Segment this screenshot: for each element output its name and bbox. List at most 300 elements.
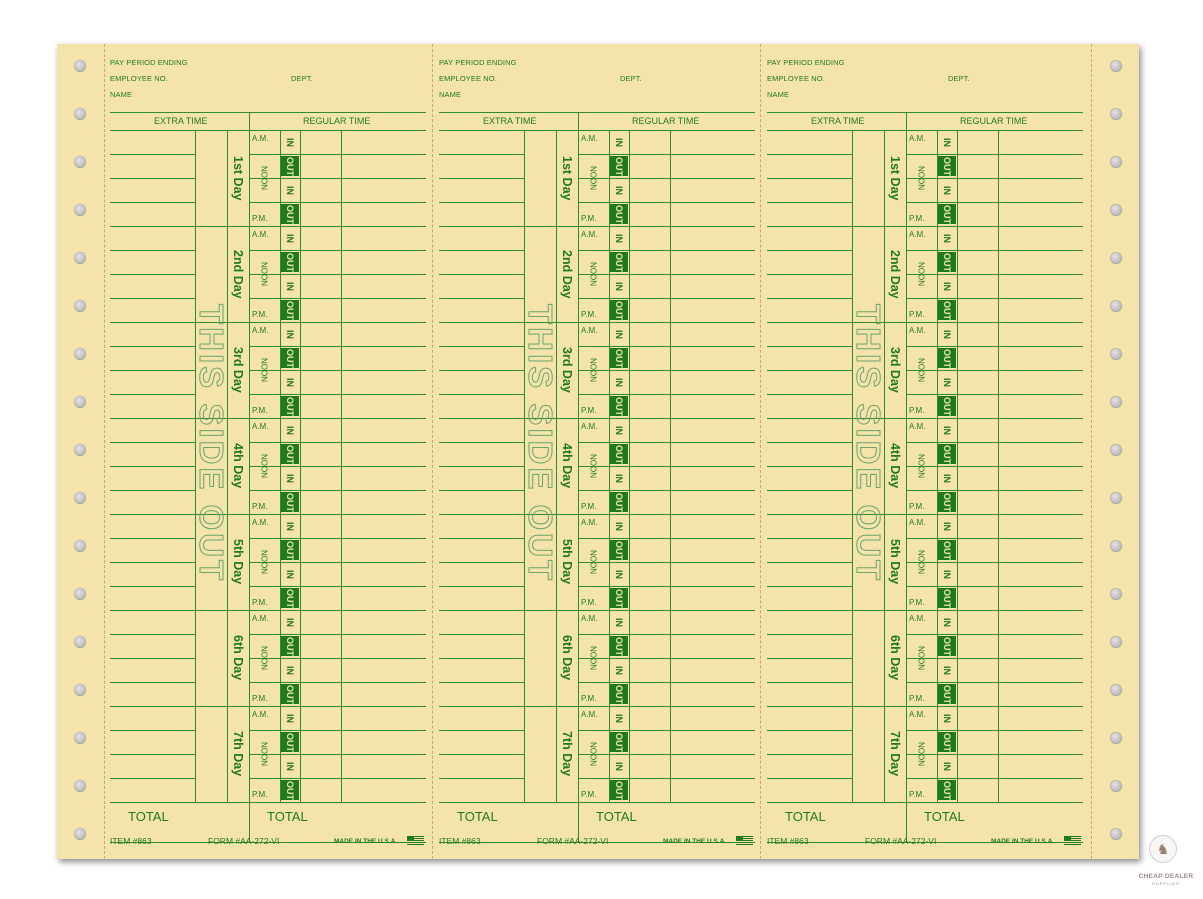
- brand-tagline: SUPPLIES: [1152, 881, 1180, 886]
- day-label-text: 2nd Day: [888, 249, 902, 299]
- out-marker: [938, 396, 956, 416]
- out-marker: [610, 204, 628, 224]
- row-line: [578, 298, 755, 299]
- out-marker: [281, 252, 299, 272]
- row-line: [906, 490, 1083, 491]
- in-marker-text: IN: [614, 617, 624, 627]
- row-line: [110, 154, 195, 155]
- in-marker: [281, 468, 299, 488]
- in-marker-text: IN: [942, 185, 952, 195]
- tractor-hole-icon: [74, 396, 86, 408]
- pm-label: P.M.: [909, 790, 925, 799]
- noon-label: [581, 250, 605, 298]
- out-marker: [610, 732, 628, 752]
- row-line: [110, 778, 195, 779]
- row-line: [578, 490, 755, 491]
- am-label: A.M.: [252, 422, 269, 431]
- total-regular-label: TOTAL: [924, 809, 965, 824]
- total-regular-label: TOTAL: [596, 809, 637, 824]
- in-marker: [938, 228, 956, 248]
- out-marker: [281, 684, 299, 704]
- extra-time-heading: EXTRA TIME: [483, 116, 537, 126]
- tractor-hole-icon: [1110, 156, 1122, 168]
- am-label: A.M.: [252, 230, 269, 239]
- pm-label: P.M.: [909, 406, 925, 415]
- this-side-out-watermark: [193, 274, 229, 614]
- out-marker-text: OUT: [614, 492, 624, 512]
- item-number: ITEM #863: [110, 836, 152, 846]
- noon-label-text: NOON: [259, 550, 269, 574]
- column-line: [578, 112, 579, 842]
- out-marker: [281, 540, 299, 560]
- in-marker-text: IN: [285, 521, 295, 531]
- this-side-out-watermark: [522, 274, 558, 614]
- row-line: [439, 394, 524, 395]
- row-line: [767, 346, 852, 347]
- in-marker-text: IN: [614, 137, 624, 147]
- row-line: [110, 394, 195, 395]
- day-label-text: 3rd Day: [560, 347, 574, 393]
- row-line: [767, 274, 852, 275]
- item-number: ITEM #863: [767, 836, 809, 846]
- row-line: [110, 754, 195, 755]
- am-label: A.M.: [252, 326, 269, 335]
- day-divider-line: [767, 322, 1083, 323]
- out-marker-text: OUT: [285, 348, 295, 368]
- out-marker-text: OUT: [614, 540, 624, 560]
- noon-label: [252, 346, 276, 394]
- noon-label: [909, 538, 933, 586]
- day-label: [227, 518, 249, 606]
- column-line: [249, 112, 250, 842]
- in-marker: [610, 132, 628, 152]
- am-label: A.M.: [581, 422, 598, 431]
- day-divider-line: [767, 418, 1083, 419]
- noon-label: [909, 346, 933, 394]
- row-line: [767, 466, 852, 467]
- out-marker-text: OUT: [285, 732, 295, 752]
- out-marker-text: OUT: [285, 300, 295, 320]
- timecard-3: [760, 44, 1089, 859]
- am-label: A.M.: [909, 326, 926, 335]
- column-line: [341, 130, 342, 802]
- row-line: [110, 490, 195, 491]
- in-marker-text: IN: [614, 521, 624, 531]
- row-line: [767, 754, 852, 755]
- out-marker-text: OUT: [614, 156, 624, 176]
- row-line: [439, 370, 524, 371]
- row-line: [249, 586, 426, 587]
- tractor-hole-icon: [1110, 444, 1122, 456]
- day-divider-line: [439, 418, 755, 419]
- in-marker-text: IN: [942, 137, 952, 147]
- row-line: [110, 346, 195, 347]
- day-label-text: 2nd Day: [560, 249, 574, 299]
- day-label: [884, 710, 906, 798]
- day-label-text: 5th Day: [560, 539, 574, 585]
- out-marker: [938, 300, 956, 320]
- day-label-text: 3rd Day: [888, 347, 902, 393]
- row-line: [110, 202, 195, 203]
- row-line: [767, 370, 852, 371]
- day-divider-line: [439, 226, 755, 227]
- tractor-hole-icon: [74, 588, 86, 600]
- in-marker-text: IN: [285, 713, 295, 723]
- row-line: [110, 586, 195, 587]
- out-marker: [938, 588, 956, 608]
- out-marker: [938, 348, 956, 368]
- us-flag-icon: [1064, 836, 1081, 846]
- watermark-text: THIS SIDE OUT: [522, 304, 559, 584]
- in-marker: [281, 612, 299, 632]
- day-divider-line: [439, 514, 755, 515]
- day-label-text: 7th Day: [888, 731, 902, 777]
- row-line: [906, 778, 1083, 779]
- row-line: [439, 346, 524, 347]
- row-line: [249, 298, 426, 299]
- row-line: [249, 682, 426, 683]
- noon-label-text: NOON: [916, 454, 926, 478]
- tractor-hole-icon: [1110, 540, 1122, 552]
- out-marker-text: OUT: [285, 540, 295, 560]
- tractor-hole-icon: [1110, 108, 1122, 120]
- in-marker: [610, 612, 628, 632]
- in-marker-text: IN: [285, 137, 295, 147]
- donkey-logo-icon: ♞: [1149, 835, 1177, 863]
- am-label: A.M.: [581, 230, 598, 239]
- out-marker: [610, 252, 628, 272]
- in-marker-text: IN: [614, 281, 624, 291]
- out-marker-text: OUT: [285, 684, 295, 704]
- pm-label: P.M.: [581, 502, 597, 511]
- noon-label-text: NOON: [588, 550, 598, 574]
- am-label: A.M.: [909, 422, 926, 431]
- pm-label: P.M.: [252, 502, 268, 511]
- noon-label-text: NOON: [259, 454, 269, 478]
- row-line: [767, 490, 852, 491]
- am-label: A.M.: [581, 710, 598, 719]
- am-label: A.M.: [581, 614, 598, 623]
- out-marker-text: OUT: [614, 252, 624, 272]
- out-marker: [610, 444, 628, 464]
- noon-label-text: NOON: [588, 646, 598, 670]
- out-marker: [610, 540, 628, 560]
- in-marker: [938, 324, 956, 344]
- day-divider-line: [110, 322, 426, 323]
- row-line: [906, 682, 1083, 683]
- noon-label: [581, 634, 605, 682]
- column-line: [300, 130, 301, 802]
- row-line: [439, 730, 524, 731]
- day-label: [884, 518, 906, 606]
- out-marker-text: OUT: [285, 492, 295, 512]
- column-line: [670, 130, 671, 802]
- in-marker: [281, 516, 299, 536]
- row-line: [578, 586, 755, 587]
- day-label: [227, 614, 249, 702]
- in-marker-text: IN: [942, 281, 952, 291]
- out-marker: [281, 636, 299, 656]
- tractor-hole-icon: [74, 636, 86, 648]
- row-line: [767, 298, 852, 299]
- noon-label-text: NOON: [916, 166, 926, 190]
- pm-label: P.M.: [252, 598, 268, 607]
- tractor-hole-icon: [1110, 780, 1122, 792]
- in-marker-text: IN: [942, 329, 952, 339]
- tractor-hole-icon: [1110, 60, 1122, 72]
- tractor-hole-icon: [74, 540, 86, 552]
- row-line: [439, 634, 524, 635]
- day-label-text: 1st Day: [888, 155, 902, 201]
- in-marker: [610, 660, 628, 680]
- noon-label-text: NOON: [259, 646, 269, 670]
- day-label-text: 1st Day: [231, 155, 245, 201]
- day-label-text: 2nd Day: [231, 249, 245, 299]
- day-divider-line: [110, 802, 426, 803]
- row-line: [906, 202, 1083, 203]
- noon-label-text: NOON: [588, 262, 598, 286]
- in-marker-text: IN: [614, 425, 624, 435]
- timecard-1: [104, 44, 432, 859]
- row-line: [110, 274, 195, 275]
- out-marker: [938, 780, 956, 800]
- day-label-text: 4th Day: [231, 443, 245, 489]
- out-marker: [610, 780, 628, 800]
- noon-label-text: NOON: [588, 166, 598, 190]
- noon-label-text: NOON: [916, 646, 926, 670]
- in-marker-text: IN: [614, 233, 624, 243]
- employee-no-label: EMPLOYEE NO.: [767, 74, 825, 83]
- pm-label: P.M.: [909, 214, 925, 223]
- row-line: [439, 682, 524, 683]
- tractor-hole-icon: [74, 732, 86, 744]
- out-marker: [281, 492, 299, 512]
- pm-label: P.M.: [252, 214, 268, 223]
- day-divider-line: [110, 610, 426, 611]
- noon-label-text: NOON: [916, 742, 926, 766]
- row-line: [578, 394, 755, 395]
- in-marker: [610, 180, 628, 200]
- row-line: [110, 682, 195, 683]
- tractor-hole-icon: [74, 492, 86, 504]
- pm-label: P.M.: [581, 214, 597, 223]
- out-marker-text: OUT: [614, 348, 624, 368]
- out-marker-text: OUT: [942, 204, 952, 224]
- tractor-strip-left: [57, 44, 105, 859]
- in-marker: [281, 276, 299, 296]
- out-marker-text: OUT: [942, 252, 952, 272]
- row-line: [110, 250, 195, 251]
- in-marker: [610, 468, 628, 488]
- row-line: [906, 298, 1083, 299]
- row-line: [249, 202, 426, 203]
- in-marker: [938, 132, 956, 152]
- day-label: [884, 326, 906, 414]
- out-marker-text: OUT: [285, 636, 295, 656]
- made-in-usa: MADE IN THE U.S.A.: [663, 838, 727, 845]
- out-marker-text: OUT: [942, 780, 952, 800]
- row-line: [439, 442, 524, 443]
- out-marker-text: OUT: [285, 588, 295, 608]
- in-marker-text: IN: [614, 569, 624, 579]
- tractor-hole-icon: [74, 108, 86, 120]
- out-marker-text: OUT: [942, 540, 952, 560]
- row-line: [439, 202, 524, 203]
- regular-time-heading: REGULAR TIME: [960, 116, 1028, 126]
- noon-label: [909, 154, 933, 202]
- out-marker-text: OUT: [285, 444, 295, 464]
- header-bottom-line: [767, 130, 1083, 131]
- day-label: [556, 134, 578, 222]
- day-label-text: 6th Day: [888, 635, 902, 681]
- row-line: [767, 202, 852, 203]
- in-marker-text: IN: [285, 761, 295, 771]
- extra-time-heading: EXTRA TIME: [811, 116, 865, 126]
- day-label: [227, 230, 249, 318]
- column-line: [957, 130, 958, 802]
- noon-label: [252, 154, 276, 202]
- timecard-2: [432, 44, 761, 859]
- pm-label: P.M.: [252, 310, 268, 319]
- row-line: [439, 466, 524, 467]
- out-marker-text: OUT: [614, 396, 624, 416]
- pm-label: P.M.: [252, 406, 268, 415]
- row-line: [439, 178, 524, 179]
- tractor-hole-icon: [74, 204, 86, 216]
- row-line: [439, 298, 524, 299]
- employee-no-label: EMPLOYEE NO.: [110, 74, 168, 83]
- brand-logo: [1134, 835, 1198, 890]
- in-marker: [938, 564, 956, 584]
- in-marker: [281, 132, 299, 152]
- row-line: [439, 538, 524, 539]
- noon-label-text: NOON: [916, 262, 926, 286]
- day-label: [556, 422, 578, 510]
- noon-label: [909, 442, 933, 490]
- out-marker: [610, 396, 628, 416]
- out-marker-text: OUT: [942, 348, 952, 368]
- row-line: [767, 730, 852, 731]
- tractor-hole-icon: [1110, 588, 1122, 600]
- am-label: A.M.: [909, 518, 926, 527]
- in-marker: [938, 660, 956, 680]
- out-marker: [281, 396, 299, 416]
- in-marker: [281, 324, 299, 344]
- header-bottom-line: [110, 130, 426, 131]
- day-divider-line: [767, 514, 1083, 515]
- noon-label: [581, 730, 605, 778]
- noon-label-text: NOON: [916, 358, 926, 382]
- out-marker-text: OUT: [942, 396, 952, 416]
- made-in-usa: MADE IN THE U.S.A.: [334, 838, 398, 845]
- row-line: [110, 634, 195, 635]
- row-line: [906, 586, 1083, 587]
- in-marker: [938, 276, 956, 296]
- day-divider-line: [110, 514, 426, 515]
- day-divider-line: [110, 226, 426, 227]
- out-marker: [938, 540, 956, 560]
- name-label: NAME: [439, 90, 462, 99]
- in-marker-text: IN: [942, 521, 952, 531]
- day-label: [884, 230, 906, 318]
- in-marker: [610, 420, 628, 440]
- form-number: FORM #AA-272-VI: [537, 836, 609, 846]
- out-marker: [610, 492, 628, 512]
- in-marker-text: IN: [285, 425, 295, 435]
- out-marker-text: OUT: [942, 492, 952, 512]
- am-label: A.M.: [252, 614, 269, 623]
- in-marker-text: IN: [614, 185, 624, 195]
- row-line: [767, 154, 852, 155]
- in-marker-text: IN: [942, 377, 952, 387]
- out-marker: [938, 156, 956, 176]
- row-line: [110, 658, 195, 659]
- out-marker: [610, 348, 628, 368]
- row-line: [249, 394, 426, 395]
- am-label: A.M.: [581, 518, 598, 527]
- pm-label: P.M.: [252, 694, 268, 703]
- day-divider-line: [767, 706, 1083, 707]
- in-marker-text: IN: [942, 617, 952, 627]
- pm-label: P.M.: [581, 790, 597, 799]
- in-marker-text: IN: [285, 185, 295, 195]
- day-divider-line: [767, 610, 1083, 611]
- day-divider-line: [110, 418, 426, 419]
- in-marker: [610, 516, 628, 536]
- in-marker: [610, 276, 628, 296]
- noon-label: [252, 442, 276, 490]
- tractor-hole-icon: [1110, 684, 1122, 696]
- in-marker-text: IN: [942, 233, 952, 243]
- noon-label: [909, 730, 933, 778]
- pm-label: P.M.: [909, 310, 925, 319]
- day-label-text: 6th Day: [231, 635, 245, 681]
- in-marker-text: IN: [285, 233, 295, 243]
- am-label: A.M.: [252, 710, 269, 719]
- us-flag-icon: [407, 836, 424, 846]
- noon-label: [252, 730, 276, 778]
- tractor-hole-icon: [74, 348, 86, 360]
- am-label: A.M.: [252, 134, 269, 143]
- regular-time-heading: REGULAR TIME: [303, 116, 371, 126]
- tractor-hole-icon: [1110, 252, 1122, 264]
- in-marker: [281, 660, 299, 680]
- tractor-hole-icon: [1110, 204, 1122, 216]
- day-label: [227, 326, 249, 414]
- noon-label-text: NOON: [259, 358, 269, 382]
- am-label: A.M.: [909, 134, 926, 143]
- out-marker-text: OUT: [285, 396, 295, 416]
- noon-label: [252, 250, 276, 298]
- row-line: [249, 490, 426, 491]
- row-line: [110, 730, 195, 731]
- am-label: A.M.: [252, 518, 269, 527]
- in-marker: [610, 564, 628, 584]
- in-marker-text: IN: [942, 425, 952, 435]
- day-divider-line: [767, 226, 1083, 227]
- total-extra-label: TOTAL: [457, 809, 498, 824]
- employee-no-label: EMPLOYEE NO.: [439, 74, 497, 83]
- in-marker-text: IN: [614, 761, 624, 771]
- out-marker-text: OUT: [285, 252, 295, 272]
- name-label: NAME: [110, 90, 133, 99]
- in-marker: [938, 468, 956, 488]
- out-marker: [281, 156, 299, 176]
- row-line: [767, 658, 852, 659]
- in-marker-text: IN: [285, 569, 295, 579]
- out-marker: [938, 492, 956, 512]
- in-marker: [610, 228, 628, 248]
